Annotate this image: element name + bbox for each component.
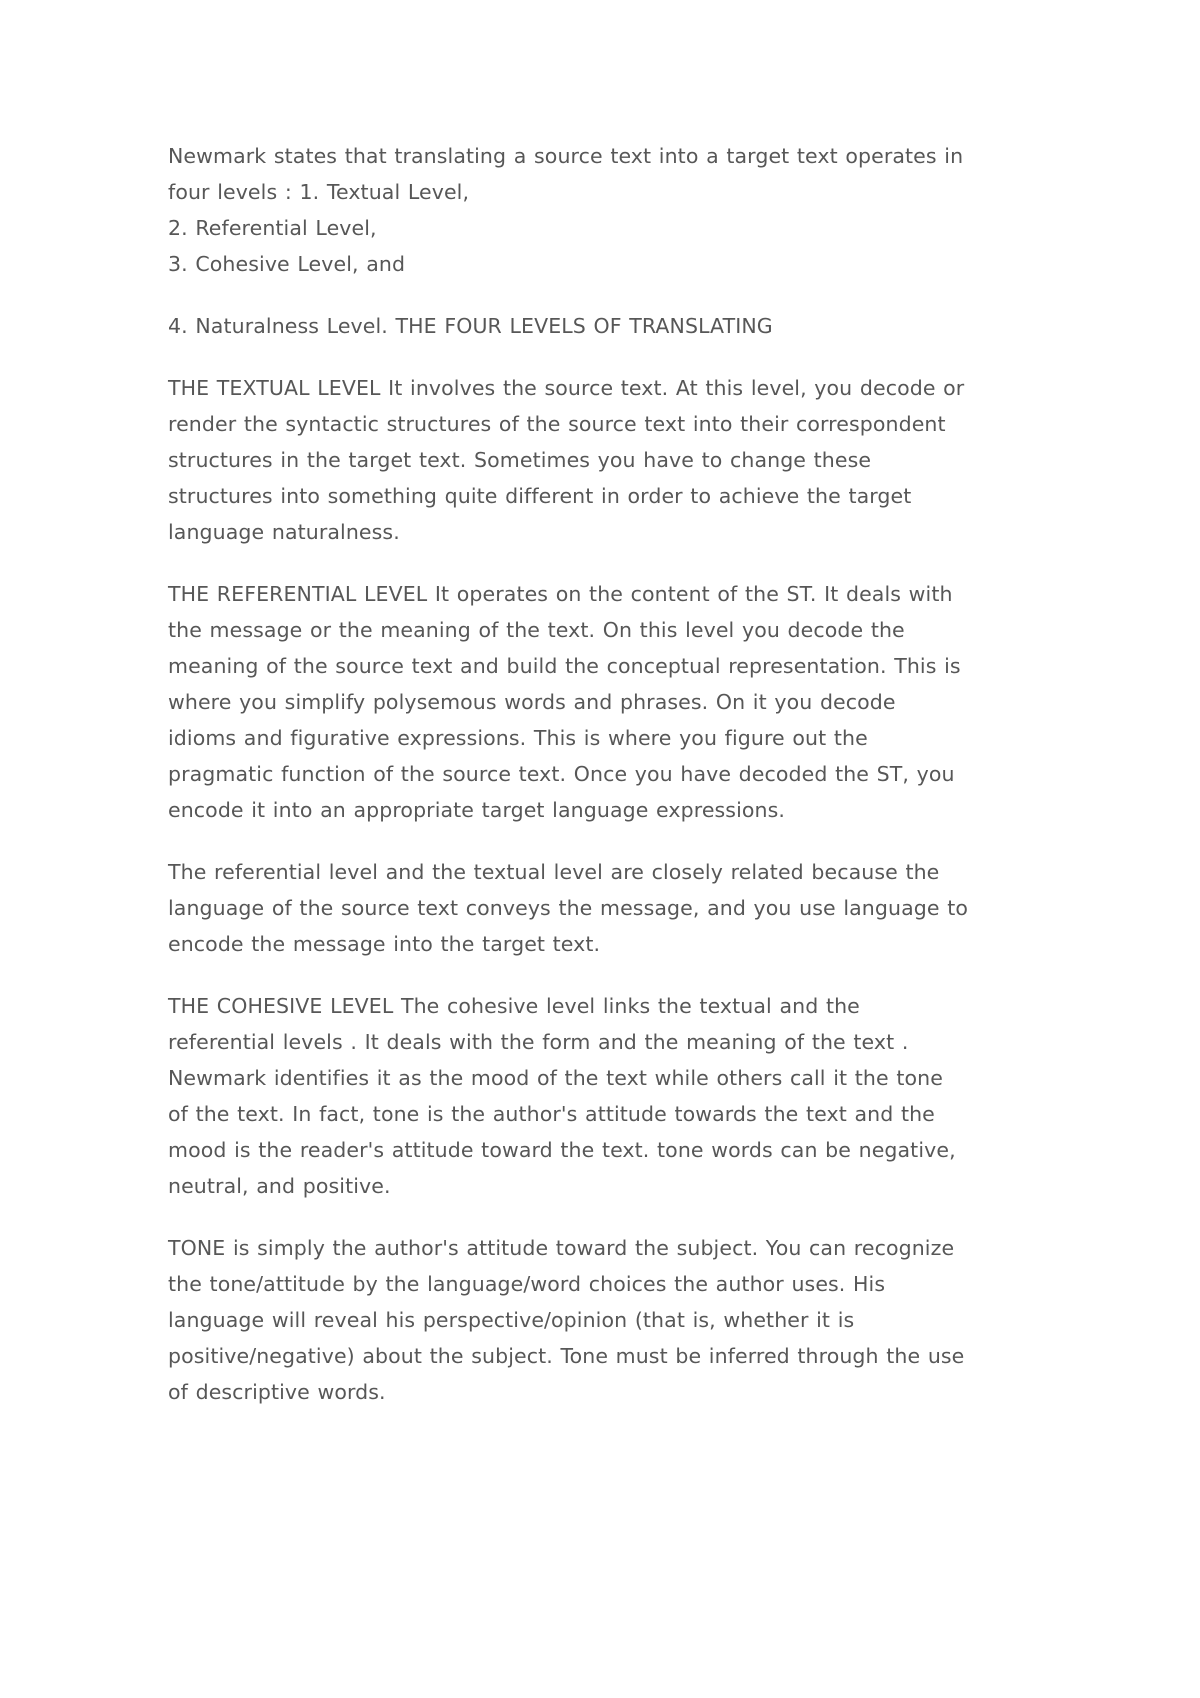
paragraph-intro-levels: Newmark states that translating a source text into a target text operates in four levels : 1. Textual Level, [168,144,964,204]
document-body [168,138,968,1436]
paragraph-referential-level: THE REFERENTIAL LEVEL It operates on the content of the ST. It deals with the message or the meaning of the text. On this level you decode the meaning of the source text and build the conceptual representation. This is where you simplify polysemous words and phrases. On it you decode idioms and figurative expressions. This is where you figure out the pragmatic function of the source text. Once you have decoded the ST, you encode it into an appropriate target language expressions. [168,582,961,822]
paragraph-tone-definition: TONE is simply the author's attitude toward the subject. You can recognize the tone/attitude by the language/word choices the author uses. His language will reveal his perspective/opinion (that is, whether it is positive/negative) about the subject. Tone must be inferred through the use of descriptive words. [168,1236,965,1404]
paragraph-level-4-heading: 4. Naturalness Level. THE FOUR LEVELS OF TRANSLATING [168,314,773,338]
paragraph-referential-textual-relation: The referential level and the textual level are closely related because the language of the source text conveys the message, and you use language to encode the message into the target text. [168,860,968,956]
paragraph-cohesive-level: THE COHESIVE LEVEL The cohesive level links the textual and the referential levels . It deals with the form and the meaning of the text . Newmark identifies it as the mood of the text while others call it the tone of the text. In fact, tone is the author's attitude towards the text and the mood is the reader's attitude toward the text. tone words can be negative, neutral, and positive. [168,994,956,1198]
paragraph-level-3: 3. Cohesive Level, and [168,252,406,276]
paragraph-level-2: 2. Referential Level, [168,216,377,240]
paragraph-textual-level: THE TEXTUAL LEVEL It involves the source text. At this level, you decode or render the syntactic structures of the source text into their correspondent structures in the target text. Sometimes you have to change these structures into something quite different in order to achieve the target language naturalness. [168,376,965,544]
